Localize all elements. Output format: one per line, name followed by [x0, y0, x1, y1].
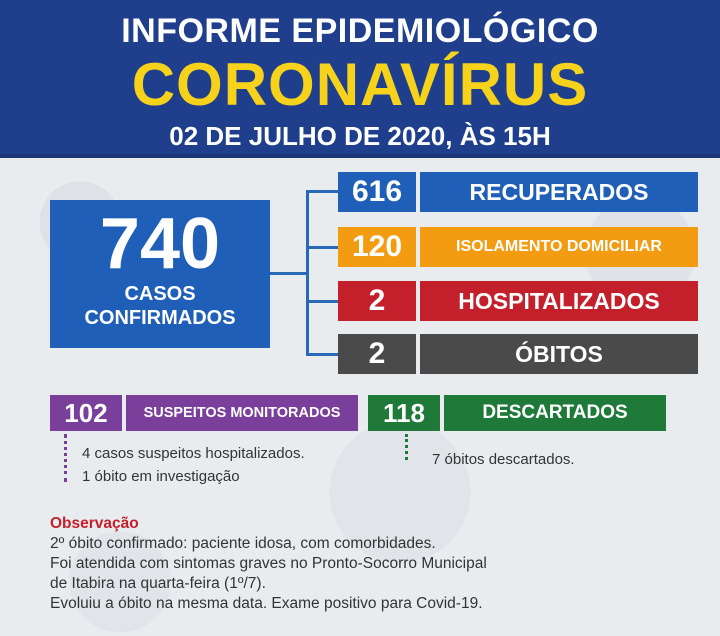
suspects-value: 102	[50, 395, 122, 431]
confirmed-cases-label-1: CASOS	[124, 283, 196, 305]
stat-home-isolation	[338, 227, 698, 267]
suspects-monitored	[50, 395, 358, 431]
observation-line-2: Foi atendida com sintomas graves no Pronto-Socorro Municipal	[50, 555, 487, 572]
connector-branch-isolation	[306, 246, 338, 249]
stat-deaths-label: ÓBITOS	[420, 334, 698, 374]
discarded-dotted-line	[405, 434, 408, 460]
confirmed-cases-box	[50, 200, 270, 348]
suspects-label: SUSPEITOS MONITORADOS	[126, 395, 358, 431]
observation-line-1: 2º óbito confirmado: paciente idosa, com comorbidades.	[50, 535, 436, 552]
observation-block	[50, 514, 487, 614]
suspects-dotted-line	[64, 434, 67, 482]
stat-recovered-label: RECUPERADOS	[420, 172, 698, 212]
connector-branch-deaths	[306, 353, 338, 356]
connector-horizontal-main	[270, 272, 308, 275]
header-date: 02 DE JULHO DE 2020, ÀS 15H	[169, 121, 551, 151]
discarded	[368, 395, 666, 431]
observation-line-4: Evoluiu a óbito na mesma data. Exame positivo para Covid-19.	[50, 595, 483, 612]
suspects-note-2: 1 óbito em investigação	[82, 468, 240, 485]
stat-deaths-value: 2	[338, 334, 416, 374]
stat-recovered-value: 616	[338, 172, 416, 212]
stat-hospitalized	[338, 281, 698, 321]
suspects-note-1: 4 casos suspeitos hospitalizados.	[82, 445, 305, 462]
observation-title: Observação	[50, 515, 139, 532]
stat-hospitalized-value: 2	[338, 281, 416, 321]
confirmed-cases-value: 740	[99, 204, 221, 284]
header-headline: CORONAVÍRUS	[131, 51, 589, 118]
connector-vertical	[306, 190, 309, 356]
stat-home-isolation-value: 120	[338, 227, 416, 267]
discarded-value: 118	[368, 395, 440, 431]
stat-recovered	[338, 172, 698, 212]
confirmed-cases-label-2: CONFIRMADOS	[84, 307, 236, 329]
stat-deaths	[338, 334, 698, 374]
stat-hospitalized-label: HOSPITALIZADOS	[420, 281, 698, 321]
connector-branch-recovered	[306, 190, 338, 193]
connector-branch-hospitalized	[306, 300, 338, 303]
discarded-label: DESCARTADOS	[444, 395, 666, 431]
stat-home-isolation-label: ISOLAMENTO DOMICILIAR	[420, 227, 698, 267]
header-banner	[0, 0, 720, 158]
header-title: INFORME EPIDEMIOLÓGICO	[121, 12, 599, 50]
observation-line-3: de Itabira na quarta-feira (1º/7).	[50, 575, 266, 592]
discarded-note-1: 7 óbitos descartados.	[432, 451, 575, 468]
